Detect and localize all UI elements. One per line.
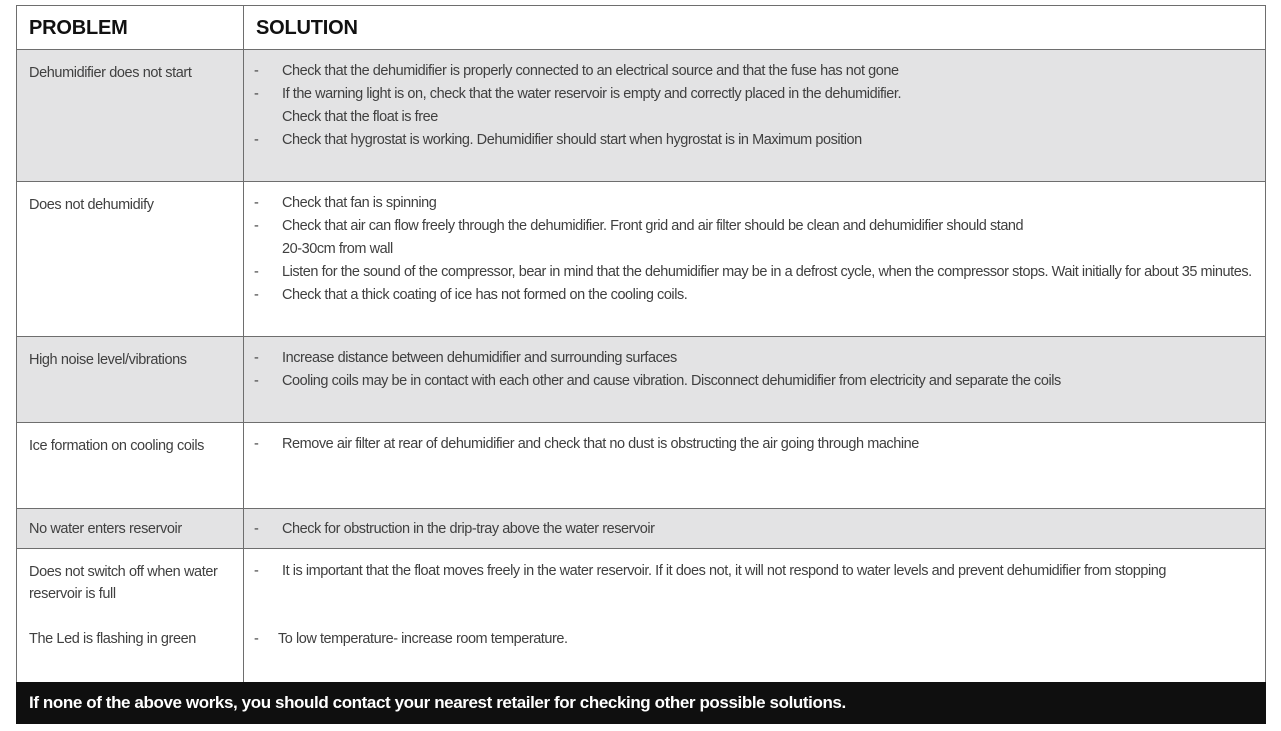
problem-cell: Dehumidifier does not start	[17, 50, 244, 181]
solution-line: - To low temperature- increase room temperature.	[254, 631, 568, 647]
problem-cell: Ice formation on cooling coils	[17, 423, 244, 508]
solution-line: - Check that the dehumidifier is properly connected to an electrical source and that the fuse has not gone	[254, 63, 899, 79]
solution-line: - Check that air can flow freely through the dehumidifier. Front grid and air filter should be clean and dehumidifier should stand	[254, 218, 1024, 234]
solution-cell	[244, 509, 1265, 548]
problem-column-header: PROBLEM	[17, 6, 244, 49]
solution-line: - If the warning light is on, check that the water reservoir is empty and correctly placed in the dehumidifier.	[254, 86, 902, 102]
troubleshooting-table	[16, 5, 1266, 684]
contact-retailer-banner: If none of the above works, you should contact your nearest retailer for checking other possible solutions.	[16, 682, 1266, 724]
solution-line: - Cooling coils may be in contact with each other and cause vibration. Disconnect dehumidifier from electricity and separate the coils	[254, 373, 1061, 389]
solution-line: - Increase distance between dehumidifier and surrounding surfaces	[254, 350, 677, 366]
solution-line: Check that the float is free	[282, 109, 438, 125]
table-row	[17, 509, 1265, 549]
solution-cell	[244, 182, 1265, 336]
problem-cell: Does not dehumidify	[17, 182, 244, 336]
solution-line: - Check for obstruction in the drip-tray above the water reservoir	[254, 521, 655, 537]
solution-line: - Check that hygrostat is working. Dehumidifier should start when hygrostat is in Maximum position	[254, 132, 862, 148]
solution-cell	[244, 337, 1265, 422]
solution-cell	[244, 549, 1265, 683]
solution-line: - Check that fan is spinning	[254, 195, 437, 211]
problem-cell	[17, 549, 244, 683]
solution-line: - It is important that the float moves freely in the water reservoir. If it does not, it will not respond to water levels and prevent dehumidifier from stopping	[254, 563, 1166, 579]
solution-cell	[244, 50, 1265, 181]
problem-text: The Led is flashing in green	[29, 631, 196, 647]
problem-cell: No water enters reservoir	[17, 509, 244, 548]
table-row	[17, 423, 1265, 509]
table-row	[17, 50, 1265, 182]
solution-line: - Listen for the sound of the compressor, bear in mind that the dehumidifier may be in a defrost cycle, when the compressor stops. Wait initially for about 35 minutes.	[254, 264, 1252, 280]
solution-cell	[244, 423, 1265, 508]
solution-line: - Check that a thick coating of ice has not formed on the cooling coils.	[254, 287, 688, 303]
solution-column-header: SOLUTION	[256, 17, 358, 39]
table-row	[17, 549, 1265, 683]
table-row	[17, 182, 1265, 337]
solution-line: - Remove air filter at rear of dehumidifier and check that no dust is obstructing the air going through machine	[254, 436, 919, 452]
solution-line: 20-30cm from wall	[282, 241, 393, 257]
problem-cell: High noise level/vibrations	[17, 337, 244, 422]
table-header-row	[17, 6, 1265, 50]
table-row	[17, 337, 1265, 423]
problem-text: Does not switch off when water reservoir is full	[29, 564, 218, 602]
